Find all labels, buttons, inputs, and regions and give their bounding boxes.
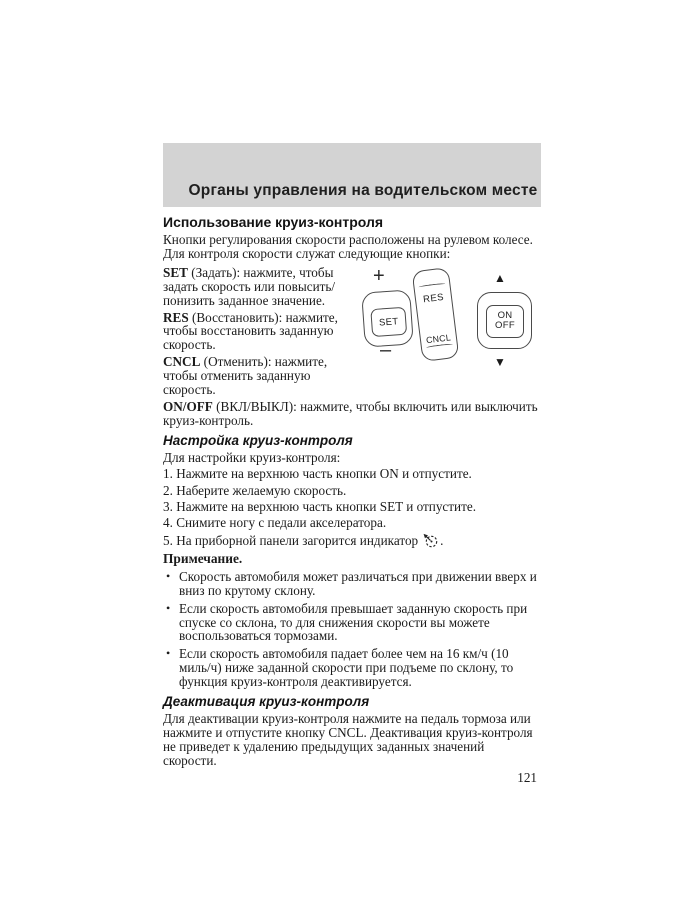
res-button-label: RES: [422, 291, 445, 306]
down-arrow-icon: ▼: [494, 354, 506, 369]
note-item: [163, 647, 541, 689]
deactivation-paragraph: Для деактивации круиз-контроля нажмите на педаль тормоза или нажмите и отпустите кнопку CNCL. Деактивация круиз-контроля не приведет к удалению предыдущих заданных значений скорости.: [163, 711, 533, 768]
onoff-desc-text: (ВКЛ/ВЫКЛ): нажмите, чтобы включить или выключить круиз-контроль.: [163, 398, 538, 428]
minus-symbol: –: [380, 338, 392, 361]
bullet-icon: •: [166, 646, 171, 661]
cruise-indicator-icon: [421, 533, 439, 548]
cncl-desc-text: (Отменить): нажмите, чтобы отменить заданную скорость.: [163, 354, 328, 398]
setup-step-2: 2. Наберите желаемую скорость.: [163, 482, 347, 498]
res-description: [163, 311, 353, 353]
setup-step-5-period: .: [440, 532, 444, 548]
section-header-banner: [163, 143, 541, 207]
setup-step-5-text: 5. На приборной панели загорится индикатор: [163, 532, 419, 548]
onoff-term: ON/OFF: [163, 398, 213, 414]
setup-step-1: 1. Нажмите на верхнюю часть кнопки ON и отпустите.: [163, 466, 472, 482]
set-button-face: [370, 307, 407, 337]
cruise-buttons-illustration: [353, 264, 543, 373]
note-text-2: Если скорость автомобиля превышает заданную скорость при спуске со склона, то для снижения скорости вы можете воспользоваться тормозами.: [179, 600, 528, 644]
heading-cruise-setup: Настройка круиз-контроля: [163, 432, 353, 448]
up-arrow-icon: ▲: [494, 270, 506, 285]
setup-step-4: 4. Снимите ногу с педали акселератора.: [163, 515, 387, 531]
heading-cruise-usage: Использование круиз-контроля: [163, 214, 384, 230]
page-content: [163, 143, 541, 786]
notes-heading: Примечание.: [163, 550, 243, 566]
note-text-3: Если скорость автомобиля падает более чем на 16 км/ч (10 миль/ч) ниже заданной скорости при подъеме по склону, то функция круиз-контроля деактивируется.: [179, 646, 514, 690]
bullet-icon: •: [166, 568, 171, 583]
buttons-description-row: [163, 263, 541, 397]
cncl-description: [163, 355, 353, 397]
onoff-button-drawing: [477, 292, 532, 349]
off-label: OFF: [495, 320, 515, 332]
button-descriptions: [163, 263, 353, 397]
set-button-label: SET: [378, 315, 399, 328]
res-cncl-rocker-drawing: [412, 267, 460, 362]
setup-lead: Для настройки круиз-контроля:: [163, 449, 341, 465]
set-description: [163, 266, 353, 308]
setup-step-3: 3. Нажмите на верхнюю часть кнопки SET и отпустите.: [163, 499, 477, 514]
rocker-top-line: [418, 282, 445, 288]
res-desc-text: (Восстановить): нажмите, чтобы восстановить заданную скорость.: [163, 309, 338, 353]
note-item: [163, 570, 541, 598]
onoff-description: [163, 400, 541, 428]
heading-cruise-deactivation: Деактивация круиз-контроля: [163, 694, 370, 710]
page-number: 121: [517, 769, 537, 785]
page-title: Органы управления на водительском месте: [188, 182, 538, 199]
note-text-1: Скорость автомобиля может различаться при движении вверх и вниз по крутому склону.: [179, 568, 537, 598]
onoff-button-face: [486, 305, 524, 338]
set-desc-text: (Задать): нажмите, чтобы задать скорость или повысить/понизить заданное значение.: [163, 264, 336, 308]
note-item: [163, 602, 541, 644]
res-term: RES: [163, 309, 189, 325]
bullet-icon: •: [166, 600, 171, 615]
cncl-button-label: CNCL: [425, 332, 452, 346]
on-label: ON: [497, 309, 513, 321]
cncl-term: CNCL: [163, 354, 201, 370]
plus-symbol: +: [373, 264, 385, 287]
intro-paragraph: Кнопки регулирования скорости расположены на рулевом колесе. Для контроля скорости служат следующие кнопки:: [163, 232, 533, 261]
setup-step-5: [163, 533, 541, 548]
set-term: SET: [163, 264, 188, 280]
